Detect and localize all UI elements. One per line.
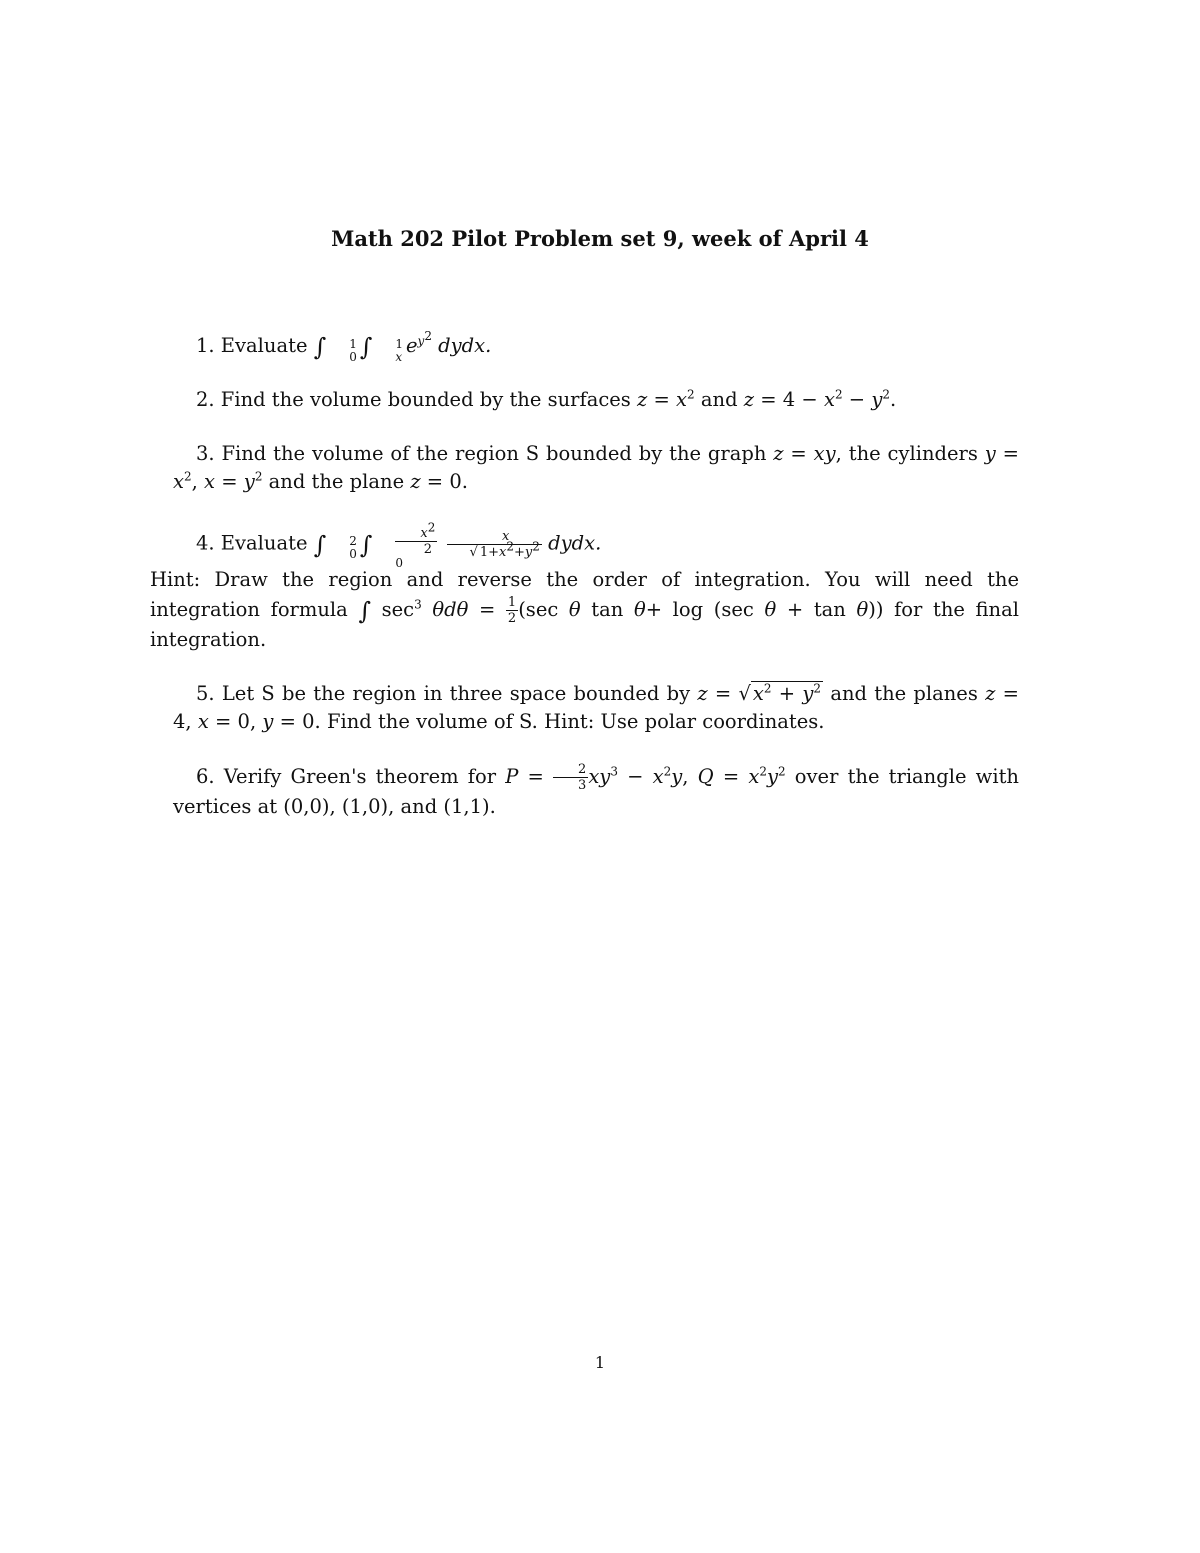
page-title: Math 202 Pilot Problem set 9, week of April 4 bbox=[331, 226, 869, 251]
problem-list bbox=[150, 328, 1019, 847]
problem-2: 2. Find the volume bounded by the surfaces $z = x^2$ and $z = 4 - x^2 - y^2$. bbox=[196, 387, 897, 411]
problem-3: 3. Find the volume of the region S bounded by the graph z = xy, the cylinders $y = x^2$, $x = y^2$ and the plane z = 0. bbox=[173, 442, 1019, 493]
page-number: 1 bbox=[594, 1353, 606, 1372]
problem-1: 1. Evaluate ∫ 1 0 ∫ 1 x $e^{y^2}$ dydx. bbox=[196, 328, 492, 364]
problem-5: 5. Let S be the region in three space bounded by z = √ $x^2 + y^2$ and the planes z = 4, x = 0, y = 0. Find the volume of S. Hint: Use polar coordinates. bbox=[173, 681, 1019, 733]
problem-4: 4. Evaluate ∫ 2 0 ∫ $\frac{x^2}{2}$ 0 $\frac{x}{√ 1+x^2+y^2}$ dydx. Hint: Draw the region and reverse the order of integration. You will need the integration formula ∫ $\sec^3 \theta d\theta$ = $\frac{1}{2}$ (sec θ tan θ+ log (sec θ + tan θ)) for the final integration. bbox=[150, 520, 1019, 651]
problem-6: 6. Verify Green's theorem for P = $\frac{2}{3}$ $xy^3 - x^2y$, $Q = x^2y^2$ over the triangle with vertices at (0,0), (1,0), and (1,1). bbox=[173, 762, 1019, 818]
